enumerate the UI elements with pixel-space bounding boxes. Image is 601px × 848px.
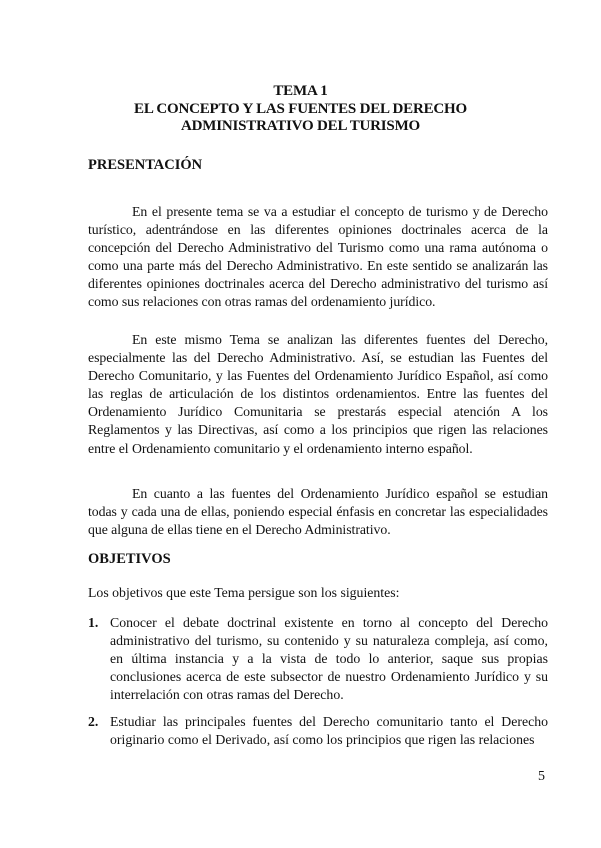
objetivos-intro: Los objetivos que este Tema persigue son los siguientes: — [88, 585, 400, 600]
page-number: 5 — [538, 769, 545, 784]
list-text: Estudiar las principales fuentes del Derecho comunitario tanto el Derecho originario como el Derivado, así como los principios que rigen las relaciones — [110, 714, 548, 748]
presentacion-paragraph-3: En cuanto a las fuentes del Ordenamiento Jurídico español se estudian todas y cada una de ellas, poniendo especial énfasis en concretar las especialidades que alguna de ellas tiene en el Derecho Administrativo. — [88, 486, 548, 538]
list-number: 1. — [88, 615, 99, 630]
chapter-title-line-1: EL CONCEPTO Y LAS FUENTES DEL DERECHO — [134, 100, 467, 117]
chapter-title-line-2: ADMINISTRATIVO DEL TURISMO — [181, 118, 420, 134]
list-text: Conocer el debate doctrinal existente en torno al concepto del Derecho administrativo del turismo, su contenido y su naturaleza compleja, así como, en última instancia y a la vista de todo lo anterior, saque sus propias conclusiones acerca de este subsector de nuestro Ordenamiento Jurídico y su interrelación con otras ramas del Derecho. — [110, 615, 548, 703]
chapter-title — [0, 83, 601, 136]
objetivos-heading: OBJETIVOS — [88, 551, 171, 567]
presentacion-heading: PRESENTACIÓN — [88, 157, 203, 173]
presentacion-paragraph-2: En este mismo Tema se analizan las diferentes fuentes del Derecho, especialmente las del Derecho Administrativo. Así, se estudian las Fuentes del Derecho Comunitario, y las Fuentes del Ordenamiento Jurídico Español, así como las reglas de articulación de los distintos ordenamientos. Entre las fuentes del Ordenamiento Jurídico Comunitaria se prestarás especial atención A los Reglamentos y las Directivas, así como a los principios que rigen las relaciones entre el Ordenamiento comunitario y el ordenamiento interno español. — [88, 332, 548, 456]
presentacion-paragraph-1: En el presente tema se va a estudiar el concepto de turismo y de Derecho turístico, adentrándose en las diferentes opiniones doctrinales acerca de la concepción del Derecho Administrativo del Turismo como una rama autónoma o como una parte más del Derecho Administrativo. En este sentido se analizarán las diferentes opiniones doctrinales acerca del Derecho administrativo del turismo así como sus relaciones con otras ramas del ordenamiento jurídico. — [88, 204, 548, 310]
chapter-number: TEMA 1 — [273, 83, 328, 99]
list-number: 2. — [88, 714, 99, 729]
